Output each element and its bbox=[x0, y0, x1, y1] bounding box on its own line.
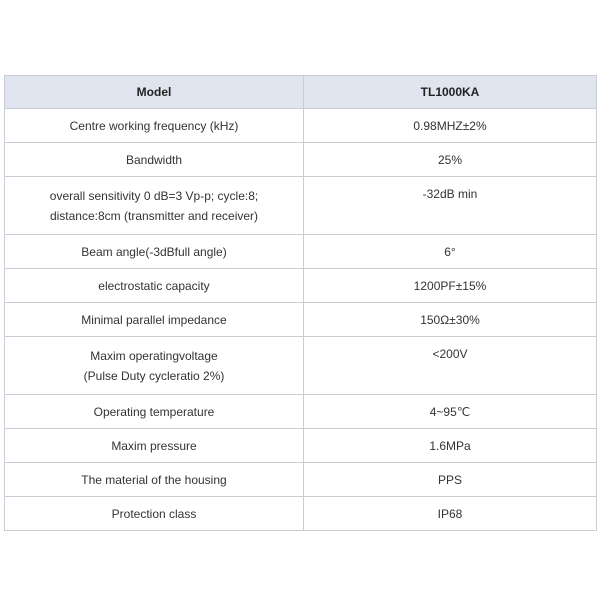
row-value: PPS bbox=[304, 463, 597, 497]
table-header-row bbox=[5, 76, 597, 109]
row-value: 1.6MPa bbox=[304, 429, 597, 463]
row-label bbox=[5, 269, 304, 303]
row-label bbox=[5, 235, 304, 269]
table-row bbox=[5, 303, 597, 337]
row-label bbox=[5, 177, 304, 235]
header-model-value: TL1000KA bbox=[304, 76, 597, 109]
row-label-line: electrostatic capacity bbox=[98, 278, 210, 293]
row-value: 25% bbox=[304, 143, 597, 177]
row-label-line: Minimal parallel impedance bbox=[81, 312, 227, 327]
row-label-line: Centre working frequency (kHz) bbox=[69, 118, 239, 133]
row-label bbox=[5, 395, 304, 429]
row-label-line: overall sensitivity 0 dB=3 Vp-p; cycle:8; bbox=[49, 188, 259, 203]
spec-table bbox=[4, 75, 597, 531]
row-value: 0.98MHZ±2% bbox=[304, 109, 597, 143]
row-value: <200V bbox=[304, 337, 597, 395]
row-label bbox=[5, 337, 304, 395]
row-label-line: The material of the housing bbox=[81, 472, 227, 487]
row-label-line: (Pulse Duty cycleratio 2%) bbox=[83, 368, 225, 383]
header-model-label: Model bbox=[5, 76, 304, 109]
row-label-line: Operating temperature bbox=[93, 404, 215, 419]
table-row bbox=[5, 177, 597, 235]
row-label-line: Protection class bbox=[111, 506, 197, 521]
row-label-line: Maxim operatingvoltage bbox=[90, 348, 218, 363]
row-value: 150Ω±30% bbox=[304, 303, 597, 337]
table-row bbox=[5, 337, 597, 395]
row-label-line: distance:8cm (transmitter and receiver) bbox=[49, 208, 259, 223]
row-label bbox=[5, 143, 304, 177]
row-value: 1200PF±15% bbox=[304, 269, 597, 303]
row-value: -32dB min bbox=[304, 177, 597, 235]
row-label bbox=[5, 303, 304, 337]
row-label-line: Bandwidth bbox=[125, 152, 183, 167]
table-row bbox=[5, 143, 597, 177]
row-label-line: Maxim pressure bbox=[111, 438, 197, 453]
row-label bbox=[5, 109, 304, 143]
row-label bbox=[5, 463, 304, 497]
row-value: 6° bbox=[304, 235, 597, 269]
table-row bbox=[5, 429, 597, 463]
table-row bbox=[5, 497, 597, 531]
row-value: 4~95℃ bbox=[304, 395, 597, 429]
row-label-line: Beam angle(-3dBfull angle) bbox=[81, 244, 227, 259]
table-row bbox=[5, 395, 597, 429]
row-label bbox=[5, 429, 304, 463]
table-row bbox=[5, 235, 597, 269]
table-row bbox=[5, 269, 597, 303]
table-row bbox=[5, 109, 597, 143]
row-value: IP68 bbox=[304, 497, 597, 531]
row-label bbox=[5, 497, 304, 531]
table-row bbox=[5, 463, 597, 497]
